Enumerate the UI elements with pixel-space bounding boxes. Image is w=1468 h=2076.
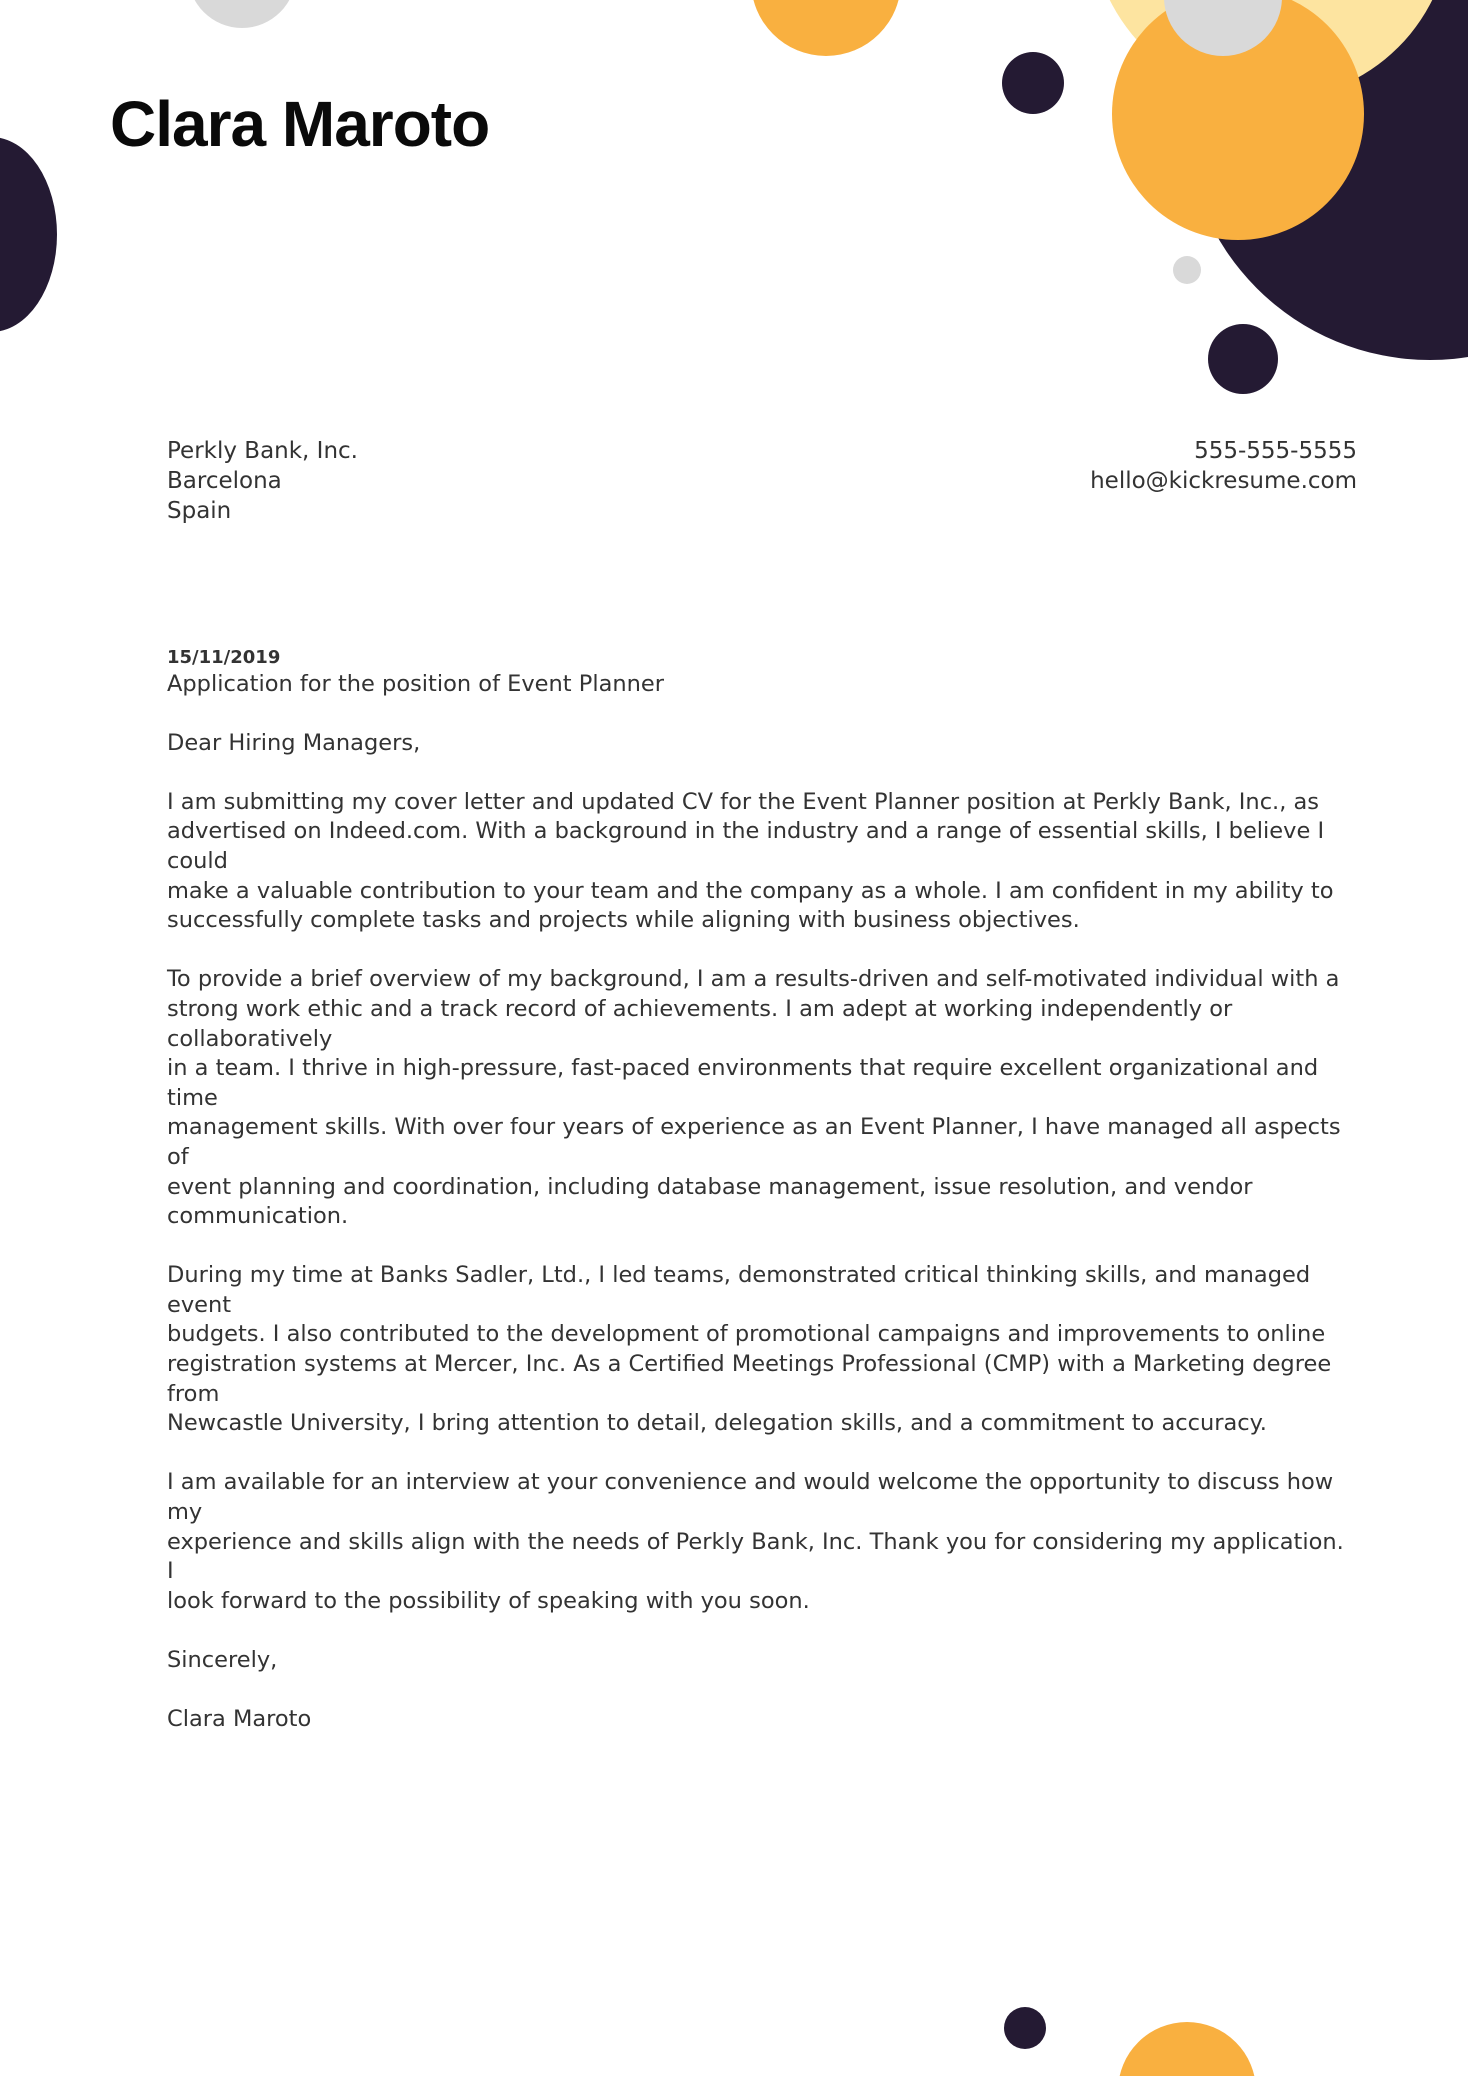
paragraph-line: strong work ethic and a track record of achievements. I am adept at working independently or collaboratively xyxy=(167,995,1233,1052)
decorative-circle-navy-bottom xyxy=(1004,2007,1046,2049)
decorative-circle-navy-small-top xyxy=(1002,52,1064,114)
paragraph-line: make a valuable contribution to your team and the company as a whole. I am confident in my ability to xyxy=(167,877,1334,904)
recipient-company: Perkly Bank, Inc. xyxy=(167,438,358,464)
contact-info xyxy=(1090,436,1357,496)
decorative-circle-navy-medium-right xyxy=(1208,324,1278,394)
paragraph-line: I am available for an interview at your convenience and would welcome the opportunity to discuss how my xyxy=(167,1469,1334,1526)
paragraph-line: registration systems at Mercer, Inc. As a Certified Meetings Professional (CMP) with a Marketing degree from xyxy=(167,1351,1332,1407)
decorative-circle-orange-bottom xyxy=(1118,2022,1256,2076)
letter-salutation: Dear Hiring Managers, xyxy=(167,729,421,756)
paragraph-line: look forward to the possibility of speaking with you soon. xyxy=(167,1587,810,1614)
letter-signature: Clara Maroto xyxy=(167,1706,312,1733)
paragraph-line: communication. xyxy=(167,1203,349,1230)
letter-subject: Application for the position of Event Planner xyxy=(167,671,664,697)
contact-email: hello@kickresume.com xyxy=(1090,468,1357,494)
paragraph-line: Newcastle University, I bring attention to detail, delegation skills, and a commitment to accuracy. xyxy=(167,1410,1267,1437)
letter-paragraph xyxy=(167,965,1357,1231)
paragraph-line: experience and skills align with the needs of Perkly Bank, Inc. Thank you for considering my application. I xyxy=(167,1528,1344,1585)
letter-closing: Sincerely, xyxy=(167,1647,278,1673)
applicant-name: Clara Maroto xyxy=(110,88,490,160)
paragraph-line: During my time at Banks Sadler, Ltd., I led teams, demonstrated critical thinking skills, and managed event xyxy=(167,1262,1311,1318)
paragraph-line: I am submitting my cover letter and updated CV for the Event Planner position at Perkly Bank, Inc., as xyxy=(167,788,1320,815)
letter-date: 15/11/2019 xyxy=(167,647,281,668)
decorative-circle-orange-top xyxy=(751,0,901,56)
decorative-circle-navy-left-edge xyxy=(0,137,57,332)
letter-paragraph xyxy=(167,1468,1357,1616)
paragraph-line: successfully complete tasks and projects while aligning with business objectives. xyxy=(167,907,1080,934)
decorative-circle-gray-top-left xyxy=(188,0,296,28)
paragraph-line: budgets. I also contributed to the development of promotional campaigns and improvements to online xyxy=(167,1321,1326,1348)
paragraph-line: management skills. With over four years of experience as an Event Planner, I have managed all aspects of xyxy=(167,1114,1341,1170)
paragraph-line: event planning and coordination, including database management, issue resolution, and vendor xyxy=(167,1173,1253,1200)
recipient-city: Barcelona xyxy=(167,468,282,494)
recipient-address xyxy=(167,436,358,526)
letter-body xyxy=(167,646,1357,1764)
paragraph-line: advertised on Indeed.com. With a background in the industry and a range of essential skills, I believe I could xyxy=(167,818,1325,874)
letter-paragraph xyxy=(167,1261,1357,1439)
decorative-circle-gray-small-right xyxy=(1173,256,1201,284)
paragraph-line: in a team. I thrive in high-pressure, fast-paced environments that require excellent organizational and time xyxy=(167,1055,1319,1111)
contact-phone: 555-555-5555 xyxy=(1194,438,1357,464)
recipient-country: Spain xyxy=(167,498,232,524)
paragraph-line: To provide a brief overview of my background, I am a results-driven and self-motivated individual with a xyxy=(167,966,1340,993)
letter-paragraph xyxy=(167,788,1357,936)
